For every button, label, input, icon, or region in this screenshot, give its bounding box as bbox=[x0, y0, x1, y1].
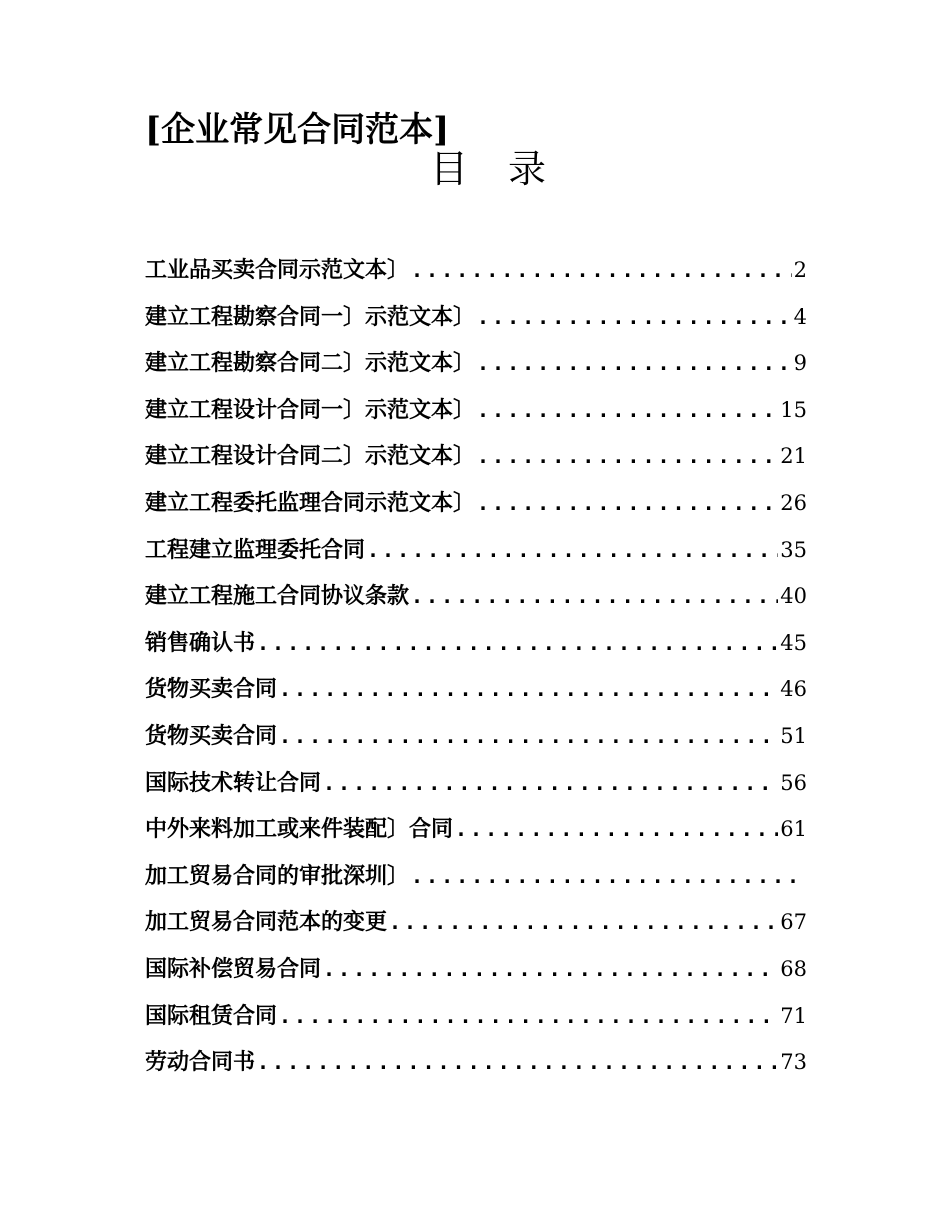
toc-entry-title: 工业品买卖合同示范文本〕 bbox=[145, 257, 410, 283]
toc-entry-page: 46 bbox=[780, 677, 807, 702]
toc-entry[interactable] bbox=[145, 811, 807, 858]
toc-entry-page: 2 bbox=[793, 258, 807, 282]
toc-entry-title: 国际租赁合同 bbox=[145, 1002, 278, 1029]
toc-entry-page: 9 bbox=[793, 351, 807, 376]
toc-entry[interactable] bbox=[145, 485, 807, 532]
toc-dot-leader bbox=[367, 532, 778, 568]
toc-entry[interactable] bbox=[145, 578, 807, 625]
toc-entry-title: 货物买卖合同 bbox=[145, 676, 278, 703]
toc-dot-leader bbox=[279, 718, 778, 754]
toc-entry[interactable] bbox=[145, 951, 807, 998]
toc-entry-page: 4 bbox=[793, 304, 807, 329]
toc-entry[interactable] bbox=[145, 998, 807, 1045]
toc-entry-page: 21 bbox=[780, 444, 807, 469]
toc-entry-title: 建立工程设计合同一〕示范文本〕 bbox=[145, 396, 476, 423]
toc-entry-title: 国际技术转让合同 bbox=[145, 769, 322, 796]
toc-entry-title: 国际补偿贸易合同 bbox=[145, 955, 322, 982]
toc-entry[interactable] bbox=[145, 625, 807, 672]
toc-entry[interactable] bbox=[145, 765, 807, 812]
toc-entry-title: 销售确认书 bbox=[145, 629, 256, 656]
toc-dot-leader bbox=[323, 765, 778, 801]
toc-entry-page: 68 bbox=[780, 956, 807, 981]
toc-dot-leader bbox=[389, 904, 778, 940]
toc-entry[interactable] bbox=[145, 532, 807, 579]
toc-entry-page: 51 bbox=[780, 723, 807, 748]
toc-entry-page: 45 bbox=[780, 630, 807, 655]
toc-dot-leader bbox=[411, 858, 805, 894]
toc-entry[interactable] bbox=[145, 718, 807, 765]
toc-dot-leader bbox=[257, 1044, 778, 1080]
toc-dot-leader bbox=[323, 951, 778, 987]
toc-entry[interactable] bbox=[145, 1044, 807, 1091]
toc-dot-leader bbox=[279, 671, 778, 707]
toc-dot-leader bbox=[411, 252, 792, 288]
toc-entry-title: 加工贸易合同范本的变更 bbox=[145, 909, 388, 936]
toc-dot-leader bbox=[477, 345, 792, 381]
toc-dot-leader bbox=[477, 438, 778, 474]
toc-dot-leader bbox=[455, 811, 778, 847]
toc-dot-leader bbox=[279, 998, 778, 1034]
table-of-contents bbox=[145, 252, 807, 1091]
toc-entry[interactable] bbox=[145, 858, 807, 905]
toc-entry-title: 加工贸易合同的审批深圳〕 bbox=[145, 862, 410, 889]
toc-entry-page: 56 bbox=[780, 770, 807, 795]
toc-entry[interactable] bbox=[145, 392, 807, 439]
toc-entry[interactable] bbox=[145, 299, 807, 346]
toc-dot-leader bbox=[257, 625, 778, 661]
toc-heading: 目 录 bbox=[429, 147, 561, 191]
toc-dot-leader bbox=[477, 485, 778, 521]
toc-entry-page: 26 bbox=[780, 490, 807, 515]
toc-entry-page: 61 bbox=[780, 817, 807, 842]
toc-entry-title: 劳动合同书 bbox=[145, 1049, 256, 1076]
toc-entry-title: 建立工程设计合同二〕示范文本〕 bbox=[145, 443, 476, 470]
toc-entry-page: 15 bbox=[780, 397, 807, 422]
toc-entry-title: 建立工程勘察合同二〕示范文本〕 bbox=[145, 350, 476, 377]
toc-entry[interactable] bbox=[145, 438, 807, 485]
toc-entry-page: 35 bbox=[780, 537, 807, 562]
toc-entry-title: 中外来料加工或来件装配〕合同 bbox=[145, 816, 454, 843]
toc-entry-page: 71 bbox=[780, 1003, 807, 1028]
toc-entry-title: 货物买卖合同 bbox=[145, 722, 278, 749]
toc-entry[interactable] bbox=[145, 671, 807, 718]
toc-entry-title: 工程建立监理委托合同 bbox=[145, 536, 366, 563]
toc-entry[interactable] bbox=[145, 904, 807, 951]
toc-entry-title: 建立工程勘察合同一〕示范文本〕 bbox=[145, 303, 476, 330]
toc-dot-leader bbox=[477, 392, 778, 428]
toc-entry-page: 73 bbox=[780, 1050, 807, 1075]
toc-dot-leader bbox=[411, 578, 778, 614]
document-title: [企业常见合同范本] bbox=[145, 110, 450, 150]
toc-entry-page: 40 bbox=[780, 584, 807, 609]
toc-entry-title: 建立工程施工合同协议条款 bbox=[145, 583, 410, 610]
toc-dot-leader bbox=[477, 299, 792, 335]
toc-entry[interactable] bbox=[145, 345, 807, 392]
toc-entry[interactable] bbox=[145, 252, 807, 299]
toc-entry-title: 建立工程委托监理合同示范文本〕 bbox=[145, 489, 476, 516]
toc-entry-page: 67 bbox=[780, 910, 807, 935]
